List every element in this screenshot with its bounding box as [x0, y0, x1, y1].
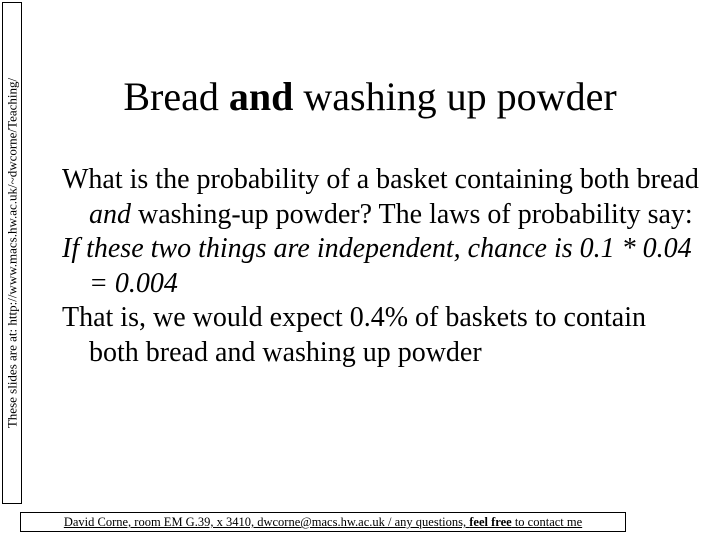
footer-text-start: David Corne, room EM G.39, x 3410, dwcorne@macs.hw.ac.uk / any questions, [63, 515, 470, 529]
question-emphasis: and [89, 198, 131, 230]
paragraph-question [62, 163, 702, 232]
question-text-end: washing-up powder? The laws of probability say: [131, 198, 693, 230]
footer-bold: feel free [469, 515, 512, 529]
slide-body [62, 163, 702, 370]
title-bold-word: and [228, 74, 294, 119]
footer-text-end: to contact me [511, 515, 583, 529]
slides-url-text: These slides are at: http://www.macs.hw.ac.uk/~dwcorne/Teaching/ [4, 77, 20, 429]
title-text-end: washing up powder [293, 74, 617, 119]
paragraph-expectation: That is, we would expect 0.4% of baskets to contain both bread and washing up powder [62, 302, 646, 368]
title-text-start: Bread [123, 74, 229, 119]
paragraph-independence: If these two things are independent, chance is 0.1 * 0.04 = 0.004 [62, 233, 692, 299]
question-text-start: What is the probability of a basket containing both bread [62, 164, 699, 195]
side-banner [2, 2, 22, 504]
footer-contact [20, 512, 626, 532]
slide-title [40, 74, 700, 120]
